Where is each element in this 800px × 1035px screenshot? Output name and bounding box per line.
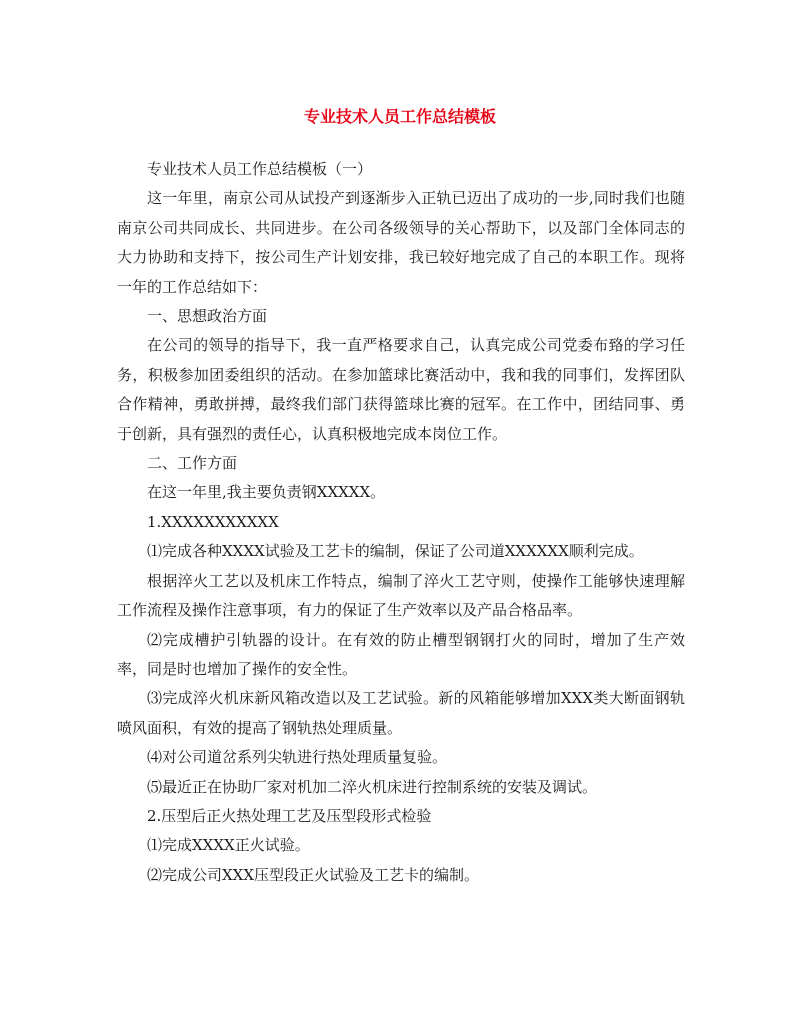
- politics-paragraph: 在公司的领导的指导下，我一直严格要求自己，认真完成公司党委布臵的学习任务，积极参加团委组织的活动。在参加篮球比赛活动中，我和我的同事们，发挥团队合作精神，勇敢拼搏，最终我们部门获得篮球比赛的冠军。在工作中，团结同事、勇于创新，具有强烈的责任心，认真积极地完成本岗位工作。: [117, 336, 685, 443]
- document-title: 专业技术人员工作总结模板: [303, 107, 496, 126]
- intro-paragraph: 这一年里，南京公司从试投产到逐渐步入正轨已迈出了成功的一步,同时我们也随南京公司共同成长、共同进步。在公司各级领导的关心帮助下，以及部门全体同志的大力协助和支持下，按公司生产计划安排，我已较好地完成了自己的本职工作。现将一年的工作总结如下：: [117, 189, 685, 296]
- work-item-2-2: ⑵完成公司XXX压型段正火试验及工艺卡的编制。: [147, 865, 480, 884]
- work-item-1-2: ⑵完成槽护引轨器的设计。在有效的防止槽型钢钢打火的同时，增加了生产效率，同是时也增加了操作的安全性。: [117, 630, 685, 678]
- work-item-1-3: ⑶完成淬火机床新风箱改造以及工艺试验。新的风箱能够增加XXX类大断面钢轨喷风面积，有效的提高了钢轨热处理质量。: [117, 689, 685, 737]
- work-item-1-4: ⑷对公司道岔系列尖轨进行热处理质量复验。: [147, 748, 448, 767]
- work-item-1-1-detail: 根据淬火工艺以及机床工作特点，编制了淬火工艺守则，使操作工能够快速理解工作流程及操作注意事项，有力的保证了生产效率以及产品合格品率。: [117, 571, 685, 620]
- work-item-1-1: ⑴完成各种XXXX试验及工艺卡的编制，保证了公司道XXXXXX顺利完成。: [147, 542, 644, 561]
- section-heading-work: 二、工作方面: [147, 454, 238, 473]
- section-heading-politics: 一、思想政治方面: [147, 307, 268, 326]
- work-intro-paragraph: 在这一年里,我主要负责钢XXXXX。: [147, 483, 386, 502]
- work-item-1-heading: 1.XXXXXXXXXXX: [147, 512, 279, 531]
- document-body: [117, 155, 685, 890]
- work-item-1-5: ⑸最近正在协助厂家对机加二淬火机床进行控制系统的安装及调试。: [147, 777, 598, 796]
- work-item-2-1: ⑴完成XXXX正火试验。: [147, 836, 310, 855]
- work-item-2-heading: 2.压型后正火热处理工艺及压型段形式检验: [147, 806, 432, 825]
- subtitle-paragraph: 专业技术人员工作总结模板（一）: [147, 160, 373, 178]
